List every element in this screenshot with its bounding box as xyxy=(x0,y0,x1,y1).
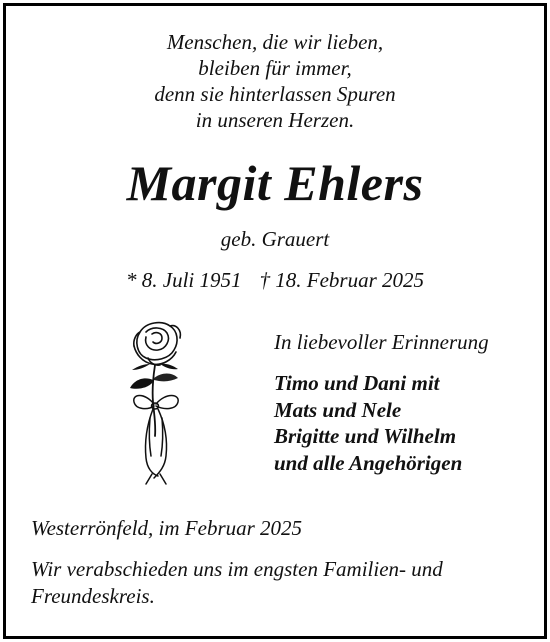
memory-line: In liebevoller Erinnerung xyxy=(274,330,489,354)
birth-date: * 8. Juli 1951 xyxy=(126,268,242,292)
rose-illustration-icon xyxy=(122,318,192,488)
farewell-note: Wir verabschieden uns im engsten Familien- und Freundeskreis. xyxy=(31,557,443,608)
memorial-verse xyxy=(0,29,550,133)
verse-line: denn sie hinterlassen Spuren xyxy=(154,82,396,106)
maiden-name: geb. Grauert xyxy=(220,227,330,251)
mourner-line: Timo und Dani mit xyxy=(274,371,440,395)
mourner-line: und alle Angehörigen xyxy=(274,450,463,475)
mourners-list xyxy=(274,370,462,476)
life-dates xyxy=(0,267,550,293)
place-and-date: Westerrönfeld, im Februar 2025 xyxy=(31,516,303,540)
mourner-line: Mats und Nele xyxy=(274,397,402,422)
mourner-line: Brigitte und Wilhelm xyxy=(274,424,457,448)
verse-line: in unseren Herzen. xyxy=(195,108,355,132)
verse-line: Menschen, die wir lieben, xyxy=(166,30,384,54)
death-date: † 18. Februar 2025 xyxy=(259,268,424,292)
verse-line: bleiben für immer, xyxy=(198,56,352,80)
deceased-name: Margit Ehlers xyxy=(126,155,424,211)
